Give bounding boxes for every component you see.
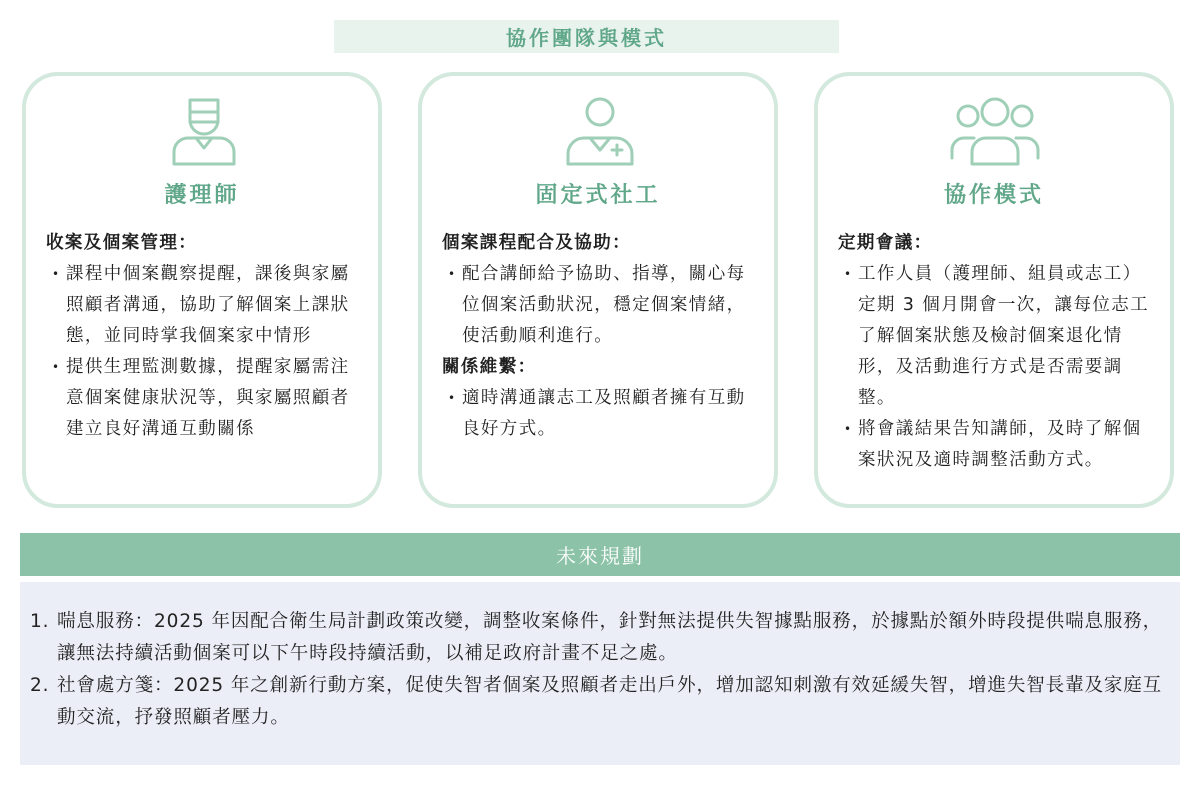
bullet-item: • 適時溝通讓志工及照顧者擁有互動良好方式。 <box>442 383 758 445</box>
bullet-item: • 將會議結果告知講師，及時了解個案狀況及適時調整活動方式。 <box>838 414 1154 476</box>
section-title: 關係維繫： <box>442 357 537 377</box>
future-plan-box <box>20 582 1180 765</box>
section-title: 收案及個案管理： <box>46 233 198 253</box>
section-title: 定期會議： <box>838 233 933 253</box>
future-item <box>30 606 1170 670</box>
bullet-item: • 工作人員（護理師、組員或志工）定期 3 個月開會一次，讓每位志工了解個案狀態及檢討個案退化情形，及活動進行方式是否需要調整。 <box>838 259 1154 414</box>
social-worker-icon <box>562 92 638 168</box>
role-title: 協作模式 <box>943 183 1044 208</box>
item-text: 社會處方箋：2025 年之創新行動方案，促使失智者個案及照顧者走出戶外，增加認知刺激有效延緩失智，增進失智長輩及家庭互動交流，抒發照顧者壓力。 <box>57 675 1163 728</box>
item-number: 1. <box>30 611 50 632</box>
section-title: 個案課程配合及協助： <box>442 233 631 253</box>
card-body <box>838 228 1154 476</box>
role-title: 護理師 <box>164 183 240 208</box>
bullet-item: • 課程中個案觀察提醒，課後與家屬照顧者溝通，協助了解個案上課狀態，並同時掌我個案家中情形 <box>46 259 362 352</box>
group-icon <box>950 92 1040 168</box>
card-social-worker <box>418 72 778 508</box>
bullet-item: • 提供生理監測數據，提醒家屬需注意個案健康狀況等，與家屬照顧者建立良好溝通互動關係 <box>46 352 362 445</box>
item-text: 喘息服務：2025 年因配合衛生局計劃政策改變，調整收案條件，針對無法提供失智據點服務，於據點於額外時段提供喘息服務，讓無法持續活動個案可以下午時段持續活動，以補足政府計畫不足之處。 <box>57 611 1163 664</box>
card-body <box>442 228 758 445</box>
card-body <box>46 228 362 445</box>
card-collaboration-mode <box>814 72 1174 508</box>
item-number: 2. <box>30 675 50 696</box>
page-title: 協作團隊與模式 <box>334 20 839 53</box>
card-nurse <box>22 72 382 508</box>
future-plan-header: 未來規劃 <box>20 533 1180 576</box>
bullet-item: • 配合講師給予協助、指導，關心每位個案活動狀況，穩定個案情緒，使活動順利進行。 <box>442 259 758 352</box>
nurse-icon <box>166 92 242 168</box>
role-title: 固定式社工 <box>535 183 661 208</box>
future-item <box>30 670 1170 734</box>
